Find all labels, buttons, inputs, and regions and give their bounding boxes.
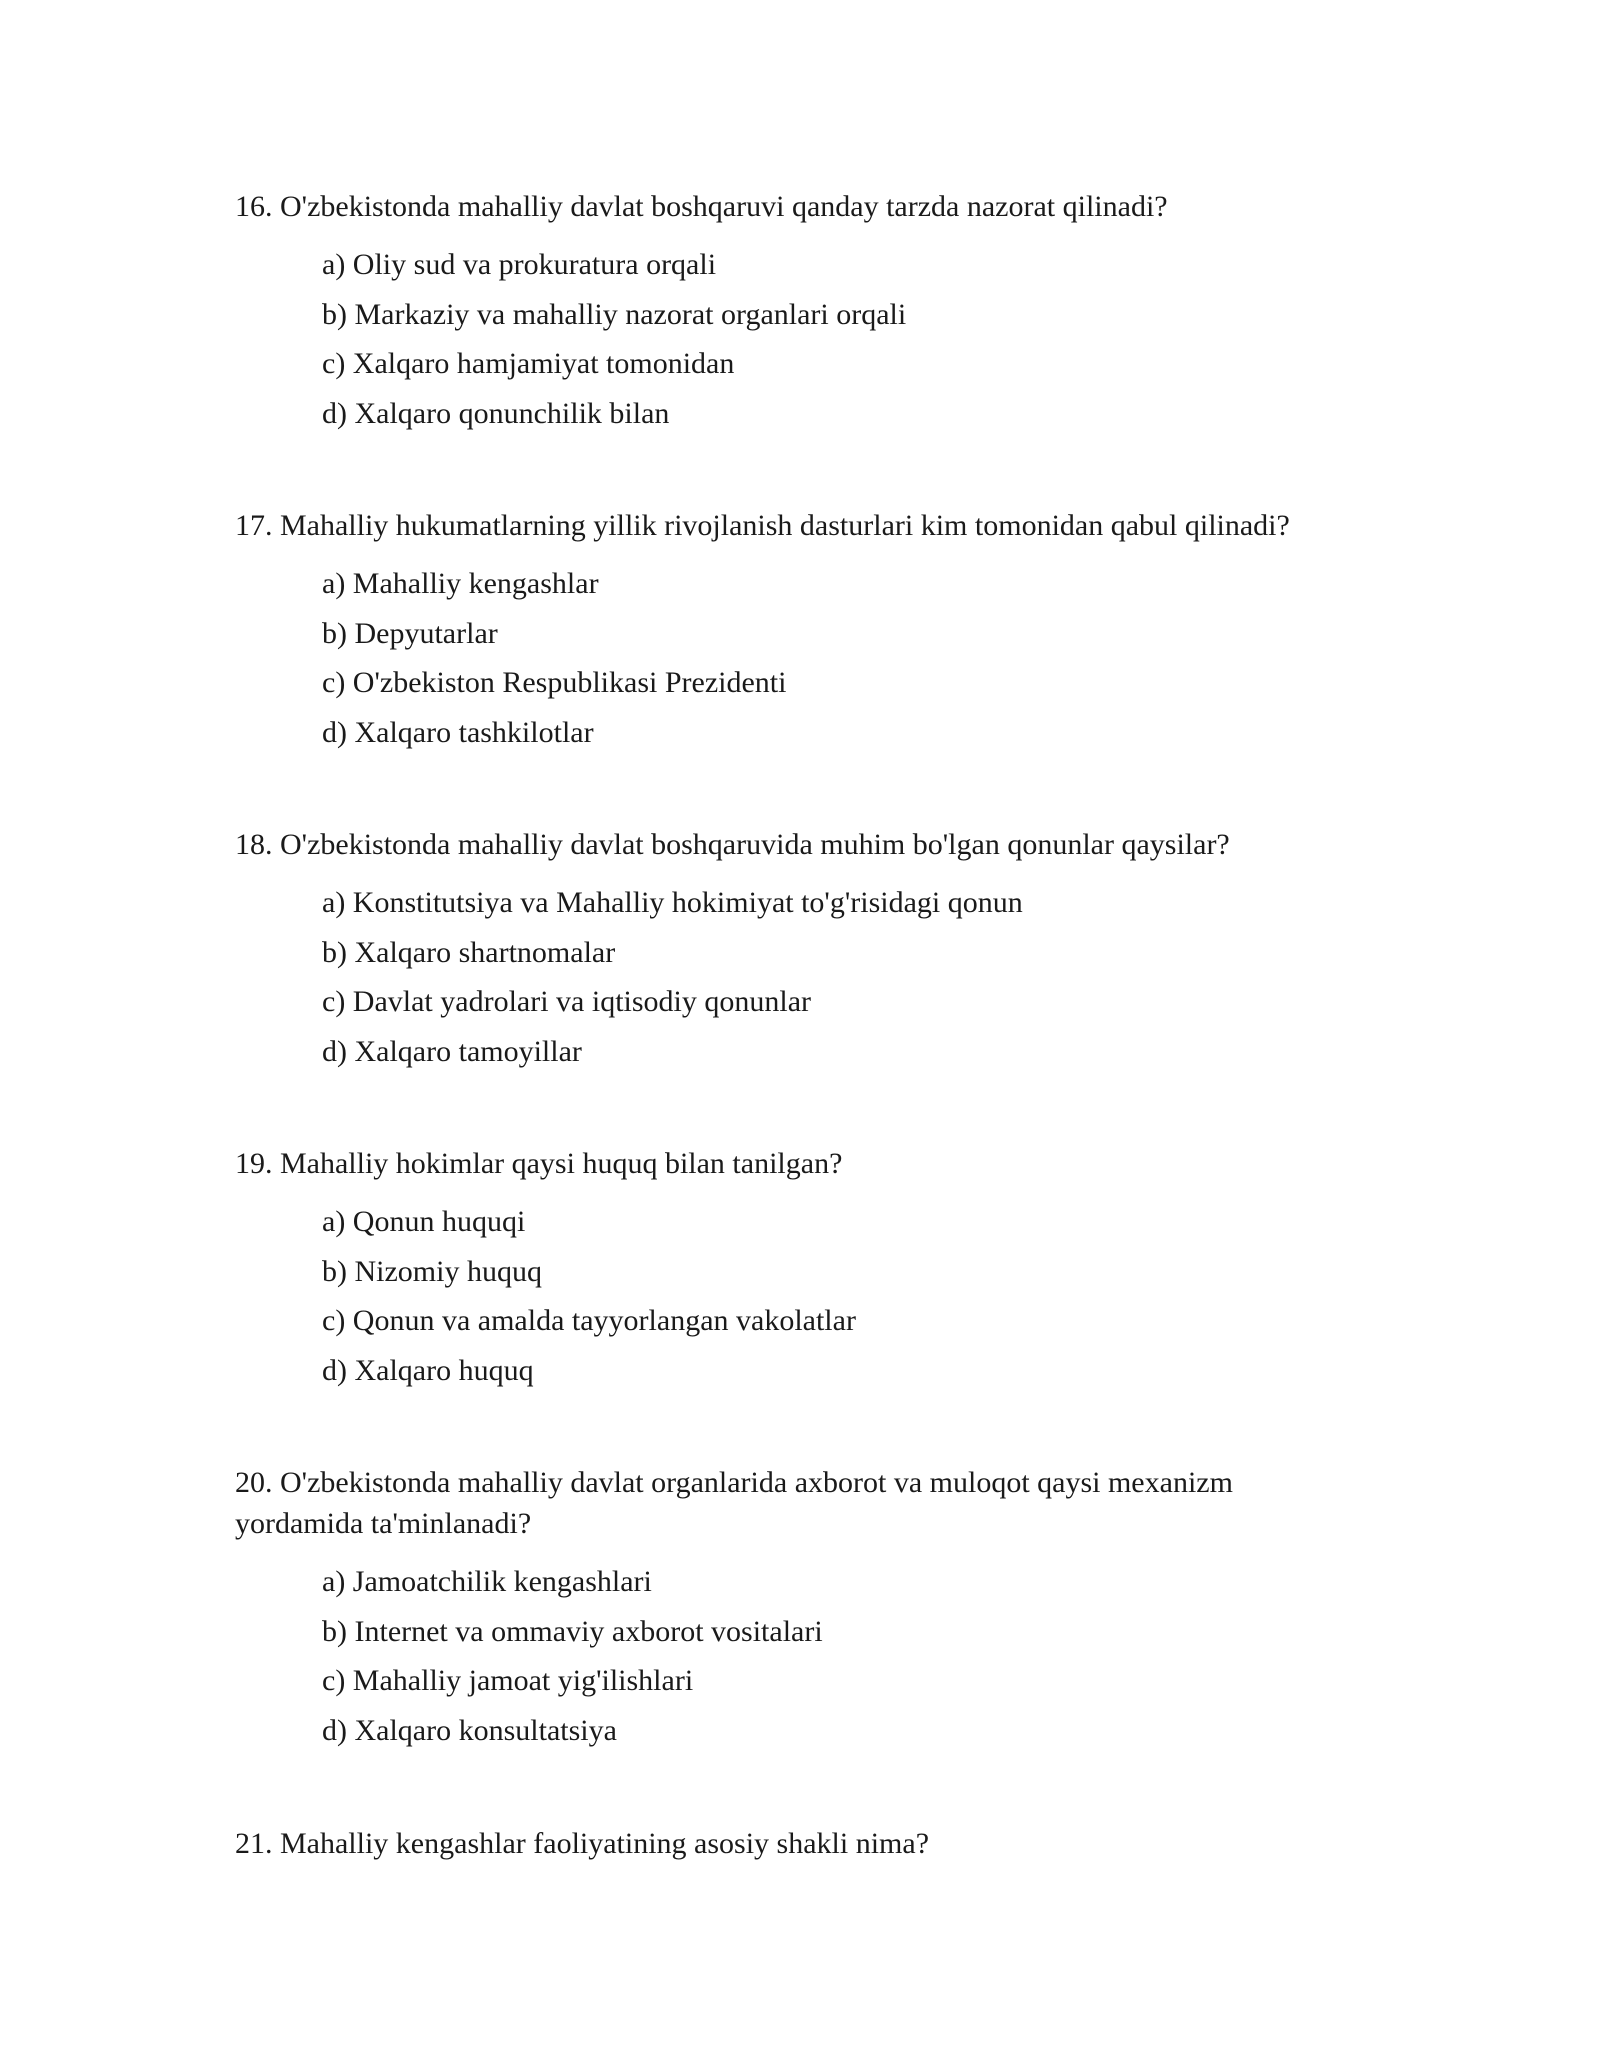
answer-options — [322, 240, 1365, 438]
option-d: d) Xalqaro huquq — [322, 1353, 534, 1387]
question-16 — [235, 186, 1365, 438]
option-d: d) Xalqaro qonunchilik bilan — [322, 396, 670, 430]
question-text: 16. O'zbekistonda mahalliy davlat boshqaruvi qanday tarzda nazorat qilinadi? — [235, 190, 1168, 223]
question-18 — [235, 824, 1365, 1076]
option-a: a) Mahalliy kengashlar — [322, 567, 599, 600]
question-21 — [235, 1823, 1365, 1864]
option-d: d) Xalqaro tashkilotlar — [322, 715, 594, 749]
option-c: c) O'zbekiston Respublikasi Prezidenti — [322, 666, 787, 699]
option-c: c) Mahalliy jamoat yig'ilishlari — [322, 1664, 694, 1697]
answer-options — [322, 878, 1365, 1076]
option-a: a) Qonun huquqi — [322, 1205, 526, 1238]
option-a: a) Oliy sud va prokuratura orqali — [322, 248, 717, 281]
option-c: c) Davlat yadrolari va iqtisodiy qonunlar — [322, 985, 812, 1018]
option-a: a) Jamoatchilik kengashlari — [322, 1565, 652, 1598]
option-a: a) Konstitutsiya va Mahalliy hokimiyat to'g'risidagi qonun — [322, 886, 1023, 919]
answer-options — [322, 1557, 1365, 1755]
option-d: d) Xalqaro tamoyillar — [322, 1034, 582, 1068]
option-b: b) Depyutarlar — [322, 616, 498, 650]
option-b: b) Nizomiy huquq — [322, 1254, 542, 1288]
question-text: 17. Mahalliy hukumatlarning yillik rivojlanish dasturlari kim tomonidan qabul qilinadi? — [235, 509, 1290, 542]
answer-options — [322, 1197, 1365, 1395]
question-20 — [235, 1462, 1365, 1755]
option-d: d) Xalqaro konsultatsiya — [322, 1713, 617, 1747]
question-17 — [235, 505, 1365, 757]
option-b: b) Markaziy va mahalliy nazorat organlari orqali — [322, 297, 907, 331]
question-19 — [235, 1143, 1365, 1395]
option-c: c) Xalqaro hamjamiyat tomonidan — [322, 347, 735, 380]
option-b: b) Internet va ommaviy axborot vositalari — [322, 1614, 823, 1648]
option-b: b) Xalqaro shartnomalar — [322, 935, 616, 969]
question-text: 19. Mahalliy hokimlar qaysi huquq bilan tanilgan? — [235, 1147, 843, 1180]
question-text: 21. Mahalliy kengashlar faoliyatining asosiy shakli nima? — [235, 1827, 930, 1860]
question-text: 18. O'zbekistonda mahalliy davlat boshqaruvida muhim bo'lgan qonunlar qaysilar? — [235, 828, 1230, 861]
option-c: c) Qonun va amalda tayyorlangan vakolatlar — [322, 1304, 856, 1337]
question-text: 20. O'zbekistonda mahalliy davlat organlarida axborot va muloqot qaysi mexanizm yordamida ta'minlanadi? — [235, 1466, 1233, 1540]
answer-options — [322, 559, 1365, 757]
